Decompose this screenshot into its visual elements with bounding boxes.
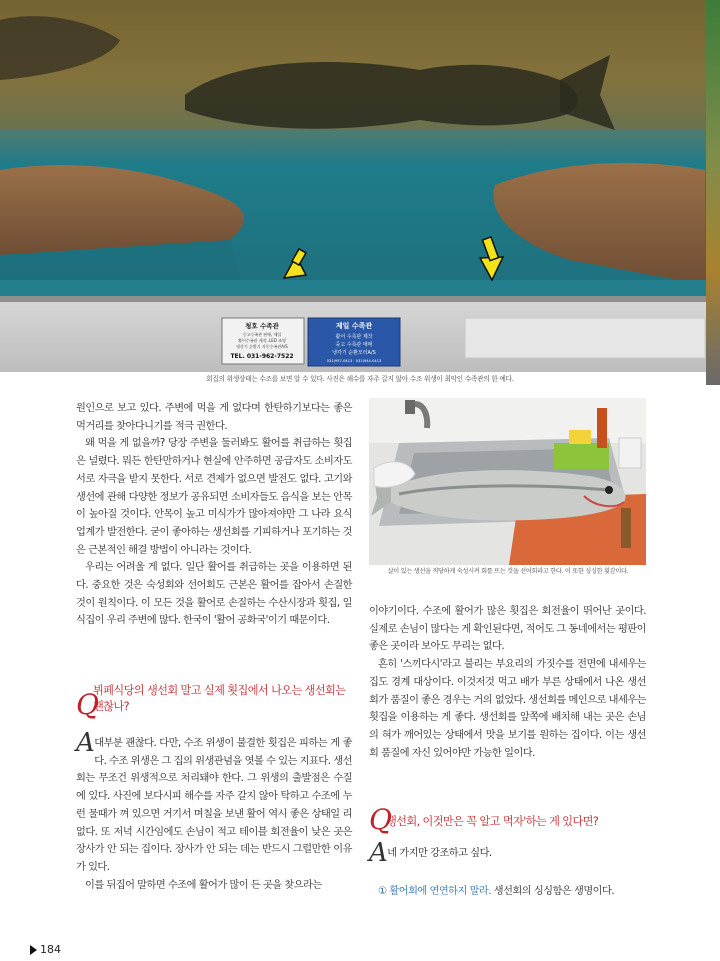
sticker-right-line: 중고 수족관 매매 — [335, 342, 373, 348]
aquarium-photo-caption: 회집의 위생상태는 수조를 보면 알 수 있다. 사진은 해수를 자주 갈지 않아 수조 위생이 최악인 수족관의 한 예다. — [206, 375, 514, 383]
left-column-body — [76, 400, 352, 630]
paragraph: 이를 뒤집어 말하면 수조에 활어가 많이 든 곳을 찾으라는 — [85, 879, 322, 891]
answer-body — [76, 728, 352, 894]
sticker-left-line: 냉각기 순환기 자동수족관A/S — [236, 344, 288, 349]
tip-item — [378, 883, 658, 900]
vendor-sticker-right — [308, 318, 400, 366]
sticker-left-line: 중고수족관 판매, 매입 — [242, 332, 282, 337]
answer-letter: A — [76, 728, 95, 758]
sticker-right-line: 활어 수족관 제작 — [335, 334, 373, 340]
sticker-right-line: 냉각기 순환모터A/S — [332, 350, 376, 356]
paragraph: 흔히 '스끼다시'라고 불리는 부요리의 가짓수를 전면에 내세우는 집도 경계 대상이다. 이것저것 먹고 배가 부른 상태에서 나온 생선회가 품질이 좋은 경우는 거의 없었다. 생선회를 메인으로 내세우는 횟집을 이용하는 게 좋다. 생선회를 앞쪽에 배치해 내는 곳은 손님의 혀가 깨어있는 상태에서 맛을 보기를 원하는 집이다. 이는 생선회 품질에 자신 있어야만 가능한 일이다. — [369, 659, 646, 759]
fish-prep-illustration — [369, 398, 646, 565]
tip-text: 생선회의 싱싱함은 생명이다. — [493, 886, 615, 897]
vendor-sticker-left — [222, 318, 304, 364]
page-edge-strip — [706, 0, 720, 385]
sticker-right-title: 제일 수족관 — [335, 322, 373, 330]
aquarium-photo — [0, 0, 720, 372]
question-letter: Q — [369, 803, 392, 836]
fish-prep-photo-caption: 살이 있는 생선을 적당하게 숙성시켜 회를 뜨는 것을 선어회라고 한다. 이 또한 싱싱한 횟감이다. — [387, 568, 629, 575]
page-number-text: 184 — [40, 943, 61, 956]
question-text: 뷔페식당의 생선회 말고 실제 횟집에서 나오는 생선회는 괜찮나? — [92, 684, 346, 713]
tip-number: ① — [378, 886, 387, 897]
right-column-body — [369, 603, 646, 762]
aquarium-illustration — [0, 0, 720, 372]
answer-letter: A — [369, 838, 388, 868]
fish-prep-photo — [369, 398, 646, 565]
tip-title: 활어회에 연연하지 말라. — [389, 886, 492, 897]
page-number — [30, 943, 61, 956]
answer-text: 대부분 괜찮다. 다만, 수조 위생이 불결한 횟집은 피하는 게 좋다. 수조 위생은 그 집의 위생관념을 엿볼 수 있는 지표다. 생선회는 무조건 위생적으로 처리돼야 한다. 그 위생의 출발점은 수질에 있다. 사진에 보다시피 해수를 자주 갈지 않아 탁하고 수조에 누런 물때가 껴 있으면 거기서 며칠을 보낸 활어 역시 좋은 상태일 리 없다. 또 저녁 시간임에도 손님이 적고 테이블 회전율이 낮은 곳은 장사가 안 되는 집이다. 장사가 안 되는 데는 반드시 그럴만한 이유가 있다. — [76, 738, 352, 873]
question-heading — [369, 803, 649, 836]
question-heading — [76, 684, 356, 721]
sticker-left-line: 활어수족관 제작, LED 조명 — [238, 338, 286, 343]
triangle-right-icon — [30, 945, 37, 955]
sticker-left-title: 청호 수족관 — [245, 322, 279, 330]
answer-body — [369, 838, 646, 868]
question-letter: Q — [76, 688, 99, 721]
paragraph: 원인으로 보고 있다. 주변에 먹을 게 없다며 한탄하기보다는 좋은 먹거리를 찾아다니기를 적극 권한다. — [76, 403, 352, 432]
answer-text: 네 가지만 강조하고 싶다. — [387, 848, 492, 859]
question-text: 생선회, 이것만은 꼭 알고 먹자'하는 게 있다면? — [385, 815, 599, 828]
paragraph: 이야기이다. 수조에 활어가 많은 횟집은 회전율이 뛰어난 곳이다. 실제로 손님이 많다는 게 확인된다면, 적어도 그 동네에서는 평판이 좋은 곳이라 보아도 무리는 없다. — [369, 606, 646, 653]
paragraph: 왜 먹을 게 없을까? 당장 주변을 둘러봐도 활어를 취급하는 횟집은 널렸다. 뭐든 한탄만하거나 현실에 안주하면 공급자도 소비자도 서로 자극을 받지 못한다. 서로 견제가 없으면 발전도 없다. 고기와 생선에 관해 다양한 정보가 공유되면 소비자들도 음식을 보는 안목이 높아질 것이다. 안목이 높고 미식가가 많아져야만 그 나라 요식업계가 발전한다. 굳이 좋아하는 생선회를 기피하거나 포기하는 것은 근본적인 해결 방법이 아니라는 것이다. — [76, 438, 352, 556]
sticker-left-tel: TEL. 031-962-7522 — [230, 353, 294, 360]
paragraph: 우리는 어려울 게 없다. 일단 활어를 취급하는 곳을 이용하면 된다. 중요한 것은 숙성회와 선어회도 근본은 활어를 잡아서 손질한 것이 원칙이다. 이 모든 것을 활어로 손질하는 수산시장과 횟집, 일식집이 우리 주변에 많다. 한국이 '활어 공화국'이기 때문이다. — [76, 562, 352, 627]
sticker-right-tel: 031)957-0413 · 031)944-0413 — [326, 359, 382, 363]
